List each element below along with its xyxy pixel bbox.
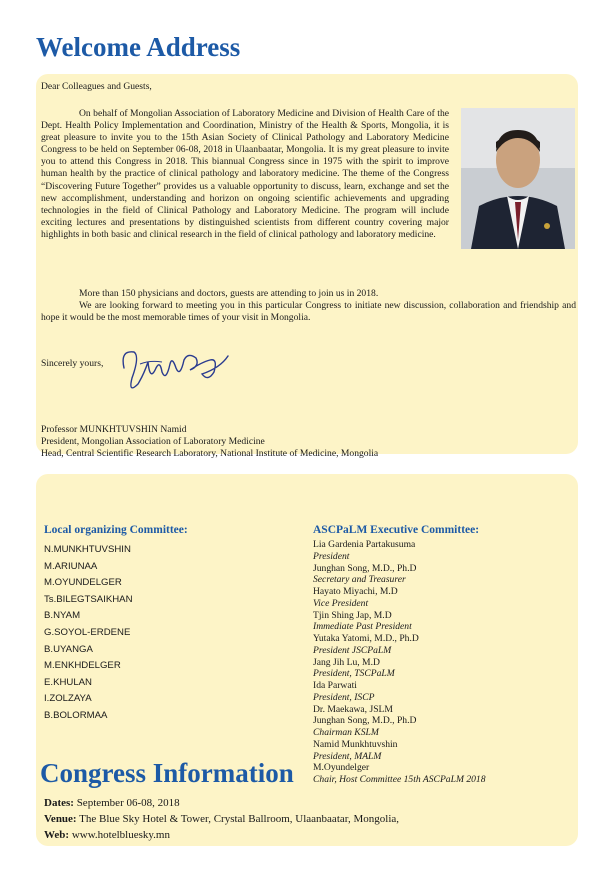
local-member: B.UYANGA [44, 643, 93, 655]
ascpalm-member-name: M.Oyundelger [313, 762, 370, 774]
ascpalm-member-role: Chairman KSLM [313, 727, 379, 738]
signer-name: Professor MUNKHTUVSHIN Namid [41, 424, 187, 435]
local-committee-title: Local organizing Committee: [44, 524, 188, 536]
ascpalm-member-name: Namid Munkhtuvshin [313, 738, 398, 750]
congress-dates [44, 797, 180, 809]
ascpalm-member-name: Hayato Miyachi, M.D [313, 586, 398, 597]
ascpalm-member-name: Dr. Maekawa, JSLM [313, 703, 393, 715]
signer-title-2: Head, Central Scientific Research Laboratory, National Institute of Medicine, Mongolia [41, 448, 379, 460]
signature-block [41, 424, 378, 460]
ascpalm-committee-list [313, 539, 486, 786]
congress-web [44, 829, 170, 841]
ascpalm-member-name: Ida Parwati [313, 680, 357, 691]
ascpalm-member-name: Jang Jih Lu, M.D [313, 656, 380, 668]
welcome-paragraph-1 [41, 108, 449, 241]
ascpalm-member-name: Junghan Song, M.D., Ph.D [313, 562, 417, 574]
dates-label: Dates: [44, 797, 74, 809]
ascpalm-member-role: President [313, 550, 350, 562]
ascpalm-member-role: President, MALM [313, 750, 382, 762]
local-committee-list [44, 542, 133, 725]
ascpalm-member-name: Tjin Shing Jap, M.D [313, 609, 392, 621]
ascpalm-member-role: President, TSCPaLM [313, 668, 395, 680]
para1-text: On behalf of Mongolian Association of Laboratory Medicine and Division of Health Care of the Dept. Health Policy Implementation and Coordination, Ministry of the Health & Sports, Mongolia, it is great pleasure to invite you to the 15th Asian Society of Clinical Pathology and Laboratory Medicine Congress to be held on September 06-08, 2018 in Ulaanbaatar, Mongolia. It is my great pleasure to invite you to attend this Congress in 2018. This biannual Congress since in 1975 with the spirit to improve human health by the practice of clinical pathology and laboratory medicine. The theme of the Congress “Discovering Future Together” provides us a valuable opportunity to discuss, learn, exchange and set the new accomplishment, understanding and horizon on ongoing scientific achievements and upgrading technologies in the field of Clinical Pathology and Laboratory Medicine. The program will include exciting lectures and presentations by distinguished scientists from different country covering major highlights in both basic and clinical research in the field of clinical pathology and laboratory medicine. [41, 108, 449, 240]
local-member: B.NYAM [44, 610, 81, 622]
local-member: M.ENKHDELGER [44, 660, 121, 672]
local-member: G.SOYOL-ERDENE [44, 626, 131, 638]
venue-label: Venue: [44, 813, 77, 825]
dates-value: September 06-08, 2018 [76, 797, 180, 809]
venue-value: The Blue Sky Hotel & Tower, Crystal Ballroom, Ulaanbaatar, Mongolia, [79, 813, 400, 825]
local-member: I.ZOLZAYA [44, 693, 92, 705]
ascpalm-member-role: Immediate Past President [313, 621, 412, 633]
handwritten-signature [110, 338, 240, 398]
ascpalm-committee-title: ASCPaLM Executive Committee: [313, 524, 480, 536]
para2-text: More than 150 physicians and doctors, guests are attending to join us in 2018. [79, 288, 379, 299]
portrait-photo [461, 108, 575, 249]
local-member: N.MUNKHTUVSHIN [44, 544, 131, 555]
para3-text: We are looking forward to meeting you in this particular Congress to initiate new discussion, collaboration and friendship and hope it would be the most memorable times of your visit in Mongolia. [41, 300, 576, 324]
closing: Sincerely yours, [41, 358, 104, 369]
congress-title: Congress Information [40, 758, 294, 788]
web-label: Web: [44, 829, 70, 841]
web-value: www.hotelbluesky.mn [71, 829, 170, 841]
salutation: Dear Colleagues and Guests, [41, 81, 152, 92]
ascpalm-member-role: Vice President [313, 597, 369, 609]
local-member: B.BOLORMAA [44, 709, 108, 721]
local-member: E.KHULAN [44, 676, 92, 688]
ascpalm-member-name: Yutaka Yatomi, M.D., Ph.D [313, 633, 419, 644]
ascpalm-member-role: Chair, Host Committee 15th ASCPaLM 2018 [313, 774, 486, 785]
signer-title-1: President, Mongolian Association of Laboratory Medicine [41, 436, 265, 448]
welcome-paragraph-2 [41, 288, 571, 300]
ascpalm-member-role: President JSCPaLM [313, 644, 392, 656]
ascpalm-member-role: President, ISCP [313, 691, 375, 703]
ascpalm-member-name: Lia Gardenia Partakusuma [313, 539, 416, 550]
congress-venue [44, 813, 399, 825]
welcome-paragraph-3 [41, 300, 576, 324]
ascpalm-member-name: Junghan Song, M.D., Ph.D [313, 715, 417, 727]
ascpalm-member-role: Secretary and Treasurer [313, 574, 406, 586]
welcome-title: Welcome Address [36, 32, 241, 62]
local-member: M.OYUNDELGER [44, 577, 122, 589]
local-member: Ts.BILEGTSAIKHAN [44, 593, 133, 605]
local-member: M.ARIUNAA [44, 560, 98, 572]
